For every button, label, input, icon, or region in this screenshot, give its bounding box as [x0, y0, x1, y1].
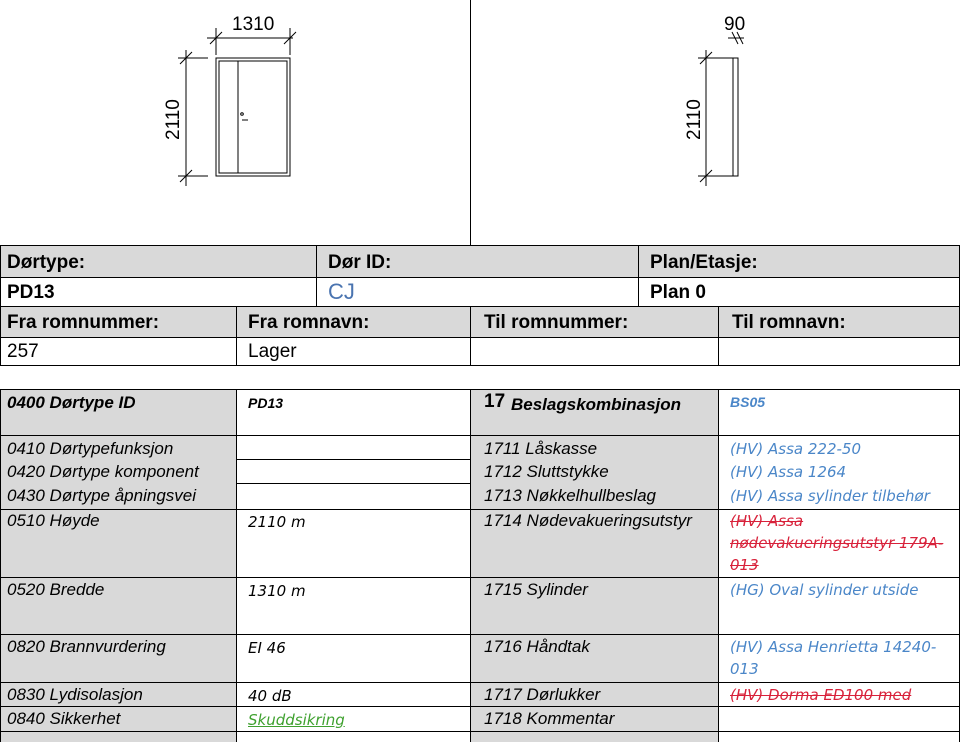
side-height-dimension: 2110: [684, 99, 705, 140]
plan-label: Plan/Etasje:: [650, 252, 758, 273]
plan-value: Plan 0: [650, 282, 706, 303]
prop-value-0830: 40 dB: [248, 687, 292, 705]
front-height-dimension: 2110: [163, 99, 184, 140]
prop-value-1712: (HV) Assa 1264: [730, 463, 847, 481]
fra-romnummer-label: Fra romnummer:: [7, 312, 160, 333]
prop-label-1717: 1717 Dørlukker: [484, 685, 601, 704]
prop-label-1711: 1711 Låskasse: [484, 439, 598, 458]
dor-id-label: Dør ID:: [328, 252, 392, 273]
til-romnavn-label: Til romnavn:: [732, 312, 846, 333]
header-row-bg: [0, 246, 960, 277]
prop-value-0840-link[interactable]: Skuddsikring: [248, 711, 345, 729]
dortype-value: PD13: [7, 282, 55, 303]
prop-label-0420: 0420 Dørtype komponent: [7, 462, 199, 481]
til-romnummer-label: Til romnummer:: [484, 312, 629, 333]
prop-label-0430: 0430 Dørtype åpningsvei: [7, 486, 197, 505]
fra-romnummer-value: 257: [7, 341, 39, 362]
fra-romnavn-label: Fra romnavn:: [248, 312, 370, 333]
fra-romnavn-value: Lager: [248, 341, 297, 362]
prop-label-17-num: 17: [484, 391, 506, 412]
prop-value-1711: (HV) Assa 222-50: [730, 440, 861, 458]
prop-value-1714-line3: 013: [730, 556, 759, 574]
prop-label-1718: 1718 Kommentar: [484, 709, 615, 728]
prop-label-0400: 0400 Dørtype ID: [7, 393, 136, 412]
prop-label-1712: 1712 Sluttstykke: [484, 462, 609, 481]
prop-label-0510: 0510 Høyde: [7, 511, 100, 530]
prop-label-0840: 0840 Sikkerhet: [7, 709, 121, 728]
prop-value-1714-line1: (HV) Assa: [730, 512, 804, 530]
prop-label-0520: 0520 Bredde: [7, 580, 105, 599]
prop-value-0820: EI 46: [248, 639, 286, 657]
prop-label-17: Beslagskombinasjon: [511, 395, 682, 414]
side-width-dimension: 90: [724, 14, 746, 35]
prop-label-1714: 1714 Nødevakueringsutstyr: [484, 511, 692, 530]
prop-label-1715: 1715 Sylinder: [484, 580, 588, 599]
prop-value-17: BS05: [730, 394, 766, 410]
front-width-dimension: 1310: [232, 14, 275, 35]
prop-label-0410: 0410 Dørtypefunksjon: [7, 439, 174, 458]
prop-value-0510: 2110 m: [248, 513, 306, 531]
drawing-divider: [470, 0, 471, 245]
prop-value-0520: 1310 m: [248, 582, 306, 600]
prop-value-1714-line2: nødevakueringsutstyr 179A-: [730, 534, 944, 552]
prop-label-1713: 1713 Nøkkelhullbeslag: [484, 486, 656, 505]
dor-id-value: CJ: [328, 279, 355, 304]
prop-value-0400: PD13: [248, 395, 284, 411]
dortype-label: Dørtype:: [7, 252, 86, 273]
prop-value-1713: (HV) Assa sylinder tilbehør: [730, 487, 930, 505]
prop-value-1716-line2: 013: [730, 660, 759, 678]
prop-label-1716: 1716 Håndtak: [484, 637, 590, 656]
prop-label-0830: 0830 Lydisolasjon: [7, 685, 143, 704]
prop-value-1716-line1: (HV) Assa Henrietta 14240-: [730, 638, 937, 656]
prop-value-1717: (HV) Dorma ED100 med: [730, 686, 912, 704]
prop-label-0820: 0820 Brannvurdering: [7, 637, 166, 656]
prop-value-1715: (HG) Oval sylinder utside: [730, 581, 919, 599]
